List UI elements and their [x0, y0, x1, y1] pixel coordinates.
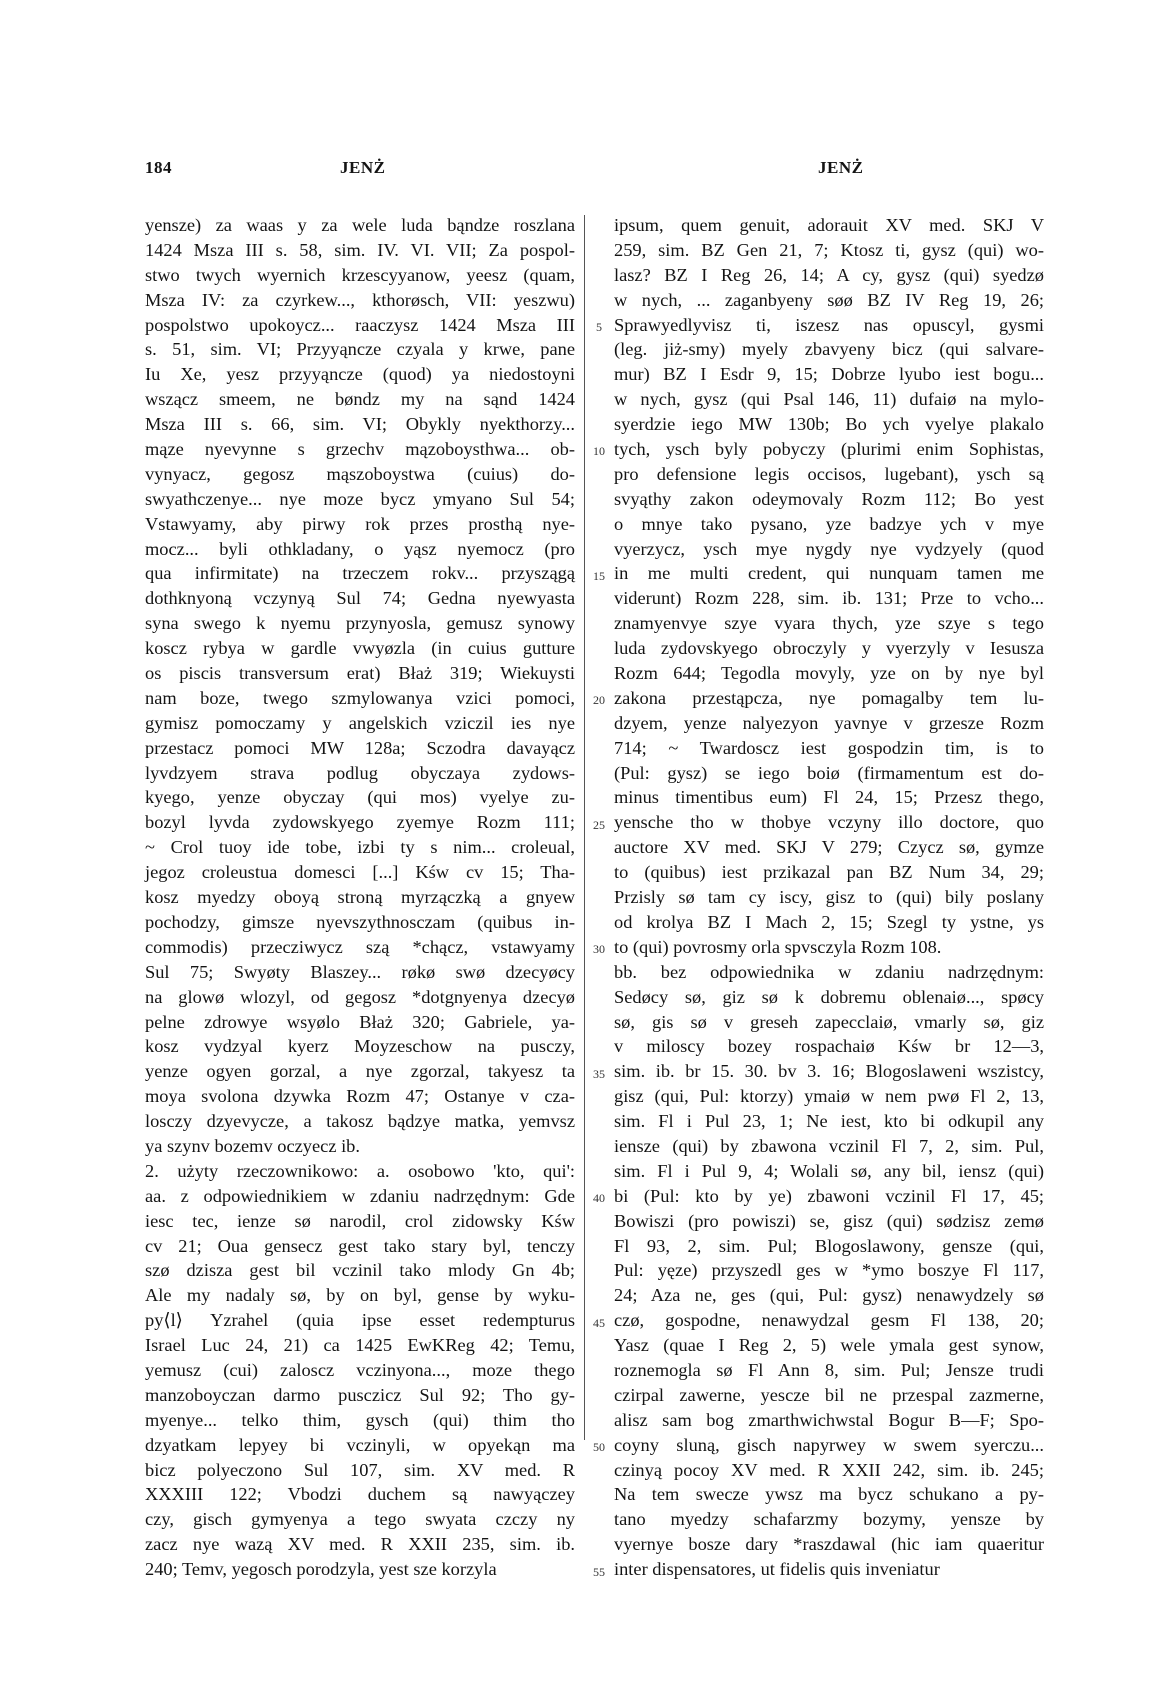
text-line: tych, ysch byly pobyczy (plurimi enim Sophistas, [614, 439, 1044, 460]
text-line: commodis) przecziwycz szą *chącz, vstawyamy [145, 936, 575, 957]
text-line: tano myedzy schafarzmy bozymy, yensze by [614, 1509, 1044, 1530]
text-line: przestacz pomoci MW 128a; Sczodra davayącz [145, 737, 575, 758]
text-line: os piscis transversum erat) Błaż 319; Wiekuysti [145, 663, 575, 684]
text-line: iensze (qui) by zbawona vczinil Fl 7, 2, sim. Pul, [614, 1135, 1044, 1156]
text-line: losczy dzyevycze, a takosz bądzye matka, yemvsz [145, 1111, 575, 1132]
text-line: szø dzisza gest bil vczinil tako mlody Gn 4b; [145, 1260, 575, 1281]
text-line: alisz sam bog zmarthwichwstal Bogur B—F; Spo- [614, 1409, 1044, 1430]
text-line: pospolstwo upokoycz... raaczysz 1424 Msza III [145, 314, 575, 335]
text-line: 2. użyty rzeczownikowo: a. osobowo 'kto, qui': [145, 1160, 575, 1181]
text-line: to (quibus) iest przikazal pan BZ Num 34, 29; [614, 862, 1044, 883]
text-line: syna swego k nyemu przynyosla, gemusz synowy [145, 613, 575, 634]
text-line: dzyatkam lepyey bi vczinyli, w opyekąn ma [145, 1434, 575, 1455]
text-line: dzyem, yenze nalyezyon yavnye v grzesze Rozm [614, 712, 1044, 733]
text-line: o mnye tako pysano, yze badzye ych v mye [614, 513, 1044, 534]
line-number: 30 [593, 942, 605, 957]
text-line: mur) BZ I Esdr 9, 15; Dobrze lyubo iest bogu... [614, 364, 1044, 385]
running-headword-left: JENŻ [340, 158, 386, 177]
text-line: ipsum, quem genuit, adorauit XV med. SKJ V [614, 215, 1044, 235]
text-line: lyvdzyem strava podlug obyczaya zydows- [145, 762, 575, 783]
text-line: inter dispensatores, ut fidelis quis inveniatur [614, 1559, 940, 1580]
text-line: vyernye bosze dary *raszdawal (hic iam quaeritur [614, 1534, 1044, 1555]
right-column [614, 213, 1044, 1582]
text-line: koscz rybya w gardle vwyøzla (in cuius gutture [145, 638, 575, 659]
text-line: s. 51, sim. VI; Przyyąncze czyala y krwe, pane [145, 339, 575, 360]
text-line: roznemogla sø Fl Ann 8, sim. Pul; Jensze trudi [614, 1359, 1044, 1380]
text-line: Israel Luc 24, 21) ca 1425 EwKReg 42; Temu, [145, 1335, 575, 1356]
line-number: 45 [593, 1315, 605, 1330]
text-line: v miloscy bozey rospachaiø Kśw br 12—3, [614, 1036, 1044, 1057]
text-line: jegoz croleustua domesci [...] Kśw cv 15; Tha- [145, 862, 575, 883]
text-line: swyathczenye... nye moze bycz ymyano Sul 54; [145, 488, 575, 509]
text-line: 240; Temv, yegosch porodzyla, yest sze korzyla [145, 1559, 497, 1580]
text-line: w nych, ... zaganbyeny søø BZ IV Reg 19, 26; [614, 289, 1044, 310]
line-number: 25 [593, 817, 605, 832]
text-line: kyego, yenze obyczay (qui mos) vyelye zu- [145, 787, 575, 808]
text-line: gisz (qui, Pul: ktorzy) ymaiø w nem pwø Fl 2, 13, [614, 1086, 1044, 1107]
text-line: Sprawyedlyvisz ti, iszesz nas opuscyl, gysmi [614, 314, 1044, 335]
text-line: yemusz (cui) zaloscz vczinyona..., moze thego [145, 1359, 575, 1380]
text-line: 24; Aza ne, ges (qui, Pul: gysz) nenawydzely sø [614, 1285, 1044, 1306]
text-line: yensze) za waas y za wele luda bąndze roszlana [145, 215, 575, 235]
line-number: 15 [593, 568, 605, 583]
text-line: Msza III s. 66, sim. VI; Obykly nyekthorzy... [145, 414, 575, 435]
left-column [145, 213, 575, 1582]
text-line: bi (Pul: kto by ye) zbawoni vczinil Fl 17, 45; [614, 1185, 1044, 1206]
line-number: 40 [593, 1191, 605, 1206]
text-line: Sul 75; Swyøty Blaszey... røkø swø dzecyøcy [145, 961, 575, 982]
column-rule [584, 215, 585, 1440]
text-line: dothknyoną vczynyą Sul 74; Gedna nyewyasta [145, 588, 575, 609]
text-line: zakona przestąpcza, nye pomagalby tem lu- [614, 687, 1044, 708]
text-line: bb. bez odpowiednika w zdaniu nadrzędnym: [614, 961, 1044, 982]
text-line: myenye... telko thim, gysch (qui) thim tho [145, 1409, 575, 1430]
text-line: Yasz (quae I Reg 2, 5) wele ymala gest synow, [614, 1335, 1044, 1356]
line-number: 50 [593, 1440, 605, 1455]
text-line: Sedøcy sø, giz sø k dobremu oblenaiø..., spøcy [614, 986, 1044, 1007]
text-line: mocz... byli othkladany, o yąsz nyemocz (pro [145, 538, 575, 559]
text-line: kosz vydzyal kyerz Moyzeschow na pusczy, [145, 1036, 575, 1057]
text-line: czy, gisch gymyenya a tego swyata czczy ny [145, 1509, 575, 1530]
text-line: (Pul: gysz) se iego boiø (firmamentum est do- [614, 762, 1044, 783]
text-line: Przisly sø tam cy iscy, gisz to (qui) bily poslany [614, 887, 1044, 908]
text-line: lasz? BZ I Reg 26, 14; A cy, gysz (qui) syedzø [614, 264, 1044, 285]
text-line: minus timentibus eum) Fl 24, 15; Przesz thego, [614, 787, 1044, 808]
text-line: nam boze, twego szmylowanya vzici pomoci, [145, 687, 575, 708]
text-line: moya svolona dzywka Rozm 47; Ostanye v cza- [145, 1086, 575, 1107]
text-line: 714; ~ Twardoscz iest gospodzin tim, is to [614, 737, 1044, 758]
text-line: sim. Fl i Pul 23, 1; Ne iest, kto bi odkupil any [614, 1111, 1044, 1132]
text-line: sø, gis sø v greseh zapecclaiø, vmarly sø, giz [614, 1011, 1044, 1032]
text-line: bicz polyeczono Sul 107, sim. XV med. R [145, 1459, 575, 1480]
text-line: gymisz pomoczamy y angelskich vziczil ies nye [145, 712, 575, 733]
line-number: 10 [593, 444, 605, 459]
text-line: Na tem swecze ywsz ma bycz schukano a py- [614, 1484, 1044, 1505]
text-line: XXXIII 122; Vbodzi duchem są nawyączey [145, 1484, 575, 1505]
text-line: coyny sluną, gisch napyrwey w swem syerczu... [614, 1434, 1044, 1455]
text-line: na glowø wlozyl, od gegosz *dotgnyenya dzecyø [145, 986, 575, 1007]
text-line: stwo twych wyernich krzescyyanow, yeesz (quam, [145, 264, 575, 285]
text-line: bozyl lyvda zydowskyego zyemye Rozm 111; [145, 812, 575, 833]
text-line: Fl 93, 2, sim. Pul; Blogoslawony, gensze (qui, [614, 1235, 1044, 1256]
text-line: od krolya BZ I Mach 2, 15; Szegl ty ystne, ys [614, 911, 1044, 932]
text-line: sim. Fl i Pul 9, 4; Wolali sø, any bil, iensz (qui) [614, 1160, 1044, 1181]
text-line: (leg. jiż-smy) myely zbavyeny bicz (qui salvare- [614, 339, 1044, 360]
text-line: kosz myedzy oboyą stroną myrzączką a gnyew [145, 887, 575, 908]
running-headword-right: JENŻ [818, 158, 864, 177]
text-line: py⟨l⟩ Yzrahel (quia ipse esset redempturus [145, 1310, 575, 1331]
text-line: luda zydovskyego obroczyly y vyerzyly v Iesusza [614, 638, 1044, 659]
text-line: pochodzy, gimsze nyevszythnosczam (quibus in- [145, 911, 575, 932]
text-line: svyąthy zakon odeymovaly Rozm 112; Bo yest [614, 488, 1044, 509]
text-line: viderunt) Rozm 228, sim. ib. 131; Prze to vcho... [614, 588, 1044, 609]
text-line: w nych, gysz (qui Psal 146, 11) dufaiø na mylo- [614, 389, 1044, 410]
text-line: manzoboyczan darmo pusczicz Sul 92; Tho gy- [145, 1384, 575, 1405]
text-line: auctore XV med. SKJ V 279; Czycz sø, gymze [614, 837, 1044, 858]
line-number: 20 [593, 693, 605, 708]
text-line: qua infirmitate) na trzeczem rokv... przyszągą [145, 563, 575, 584]
text-line: vyerzycz, ysch mye nygdy nye vydzyely (quod [614, 538, 1044, 559]
text-line: Msza IV: za czyrkew..., kthorøsch, VII: yeszwu) [145, 289, 575, 310]
text-line: cv 21; Oua gensecz gest tako stary byl, tenczy [145, 1235, 575, 1256]
text-line: czirpal zawerne, yescze bil ne przespal zazmerne, [614, 1384, 1044, 1405]
text-line: Rozm 644; Tegodla movyly, yze on by nye byl [614, 663, 1044, 684]
text-line: czø, gospodne, nenawydzal gesm Fl 138, 20; [614, 1310, 1044, 1331]
text-line: znamyenvye szye vyara thych, yze szye s tego [614, 613, 1044, 634]
text-line: wszącz smeem, ne bøndz my na sąnd 1424 [145, 389, 575, 410]
text-line: czinyą pocoy XV med. R XXII 242, sim. ib. 245; [614, 1459, 1044, 1480]
text-line: aa. z odpowiednikiem w zdaniu nadrzędnym: Gde [145, 1185, 575, 1206]
text-line: ~ Crol tuoy ide tobe, izbi ty s nim... croleual, [145, 837, 575, 858]
text-line: pelne zdrowye wsyølo Błaż 320; Gabriele, ya- [145, 1011, 575, 1032]
text-line: sim. ib. br 15. 30. bv 3. 16; Blogoslaweni wszistcy, [614, 1061, 1044, 1082]
line-number: 5 [596, 319, 602, 334]
text-line: Ale my nadaly sø, by on byl, gense by wyku- [145, 1285, 575, 1306]
line-number: 35 [593, 1066, 605, 1081]
text-line: Pul: yęze) przyszedl ges w *ymo boszye Fl 117, [614, 1260, 1044, 1281]
text-line: 1424 Msza III s. 58, sim. IV. VI. VII; Za pospol- [145, 239, 575, 260]
text-line: mąze nyevynne s grzechv mązoboysthwa... ob- [145, 439, 575, 460]
text-line: Iu Xe, yesz przyyąncze (quod) ya niedostoyni [145, 364, 575, 385]
text-line: to (qui) povrosmy orla spvsczyla Rozm 108. [614, 936, 942, 957]
text-line: pro defensione legis occisos, lugebant), ysch są [614, 463, 1044, 484]
text-line: yensche tho w thobye vczyny illo doctore, quo [614, 812, 1044, 833]
text-line: yenze ogyen gorzal, a nye zgorzal, takyesz ta [145, 1061, 575, 1082]
text-line: ya szynv bozemv oczyecz ib. [145, 1135, 360, 1156]
text-line: syerdzie iego MW 130b; Bo ych vyelye plakalo [614, 414, 1044, 435]
line-number: 55 [593, 1564, 605, 1579]
text-line: zacz nye wazą XV med. R XXII 235, sim. ib. [145, 1534, 575, 1555]
text-line: Vstawyamy, aby pirwy rok przes prosthą nye- [145, 513, 575, 534]
text-line: Bowiszi (pro powiszi) se, gisz (qui) sødzisz zemø [614, 1210, 1044, 1231]
text-line: vynyacz, gegosz mąszoboystwa (cuius) do- [145, 463, 575, 484]
text-line: iesc tec, ienze sø narodil, crol zidowsky Kśw [145, 1210, 575, 1231]
text-line: in me multi credent, qui nunquam tamen me [614, 563, 1044, 584]
page-number: 184 [145, 158, 172, 177]
text-line: 259, sim. BZ Gen 21, 7; Ktosz ti, gysz (qui) wo- [614, 239, 1044, 260]
